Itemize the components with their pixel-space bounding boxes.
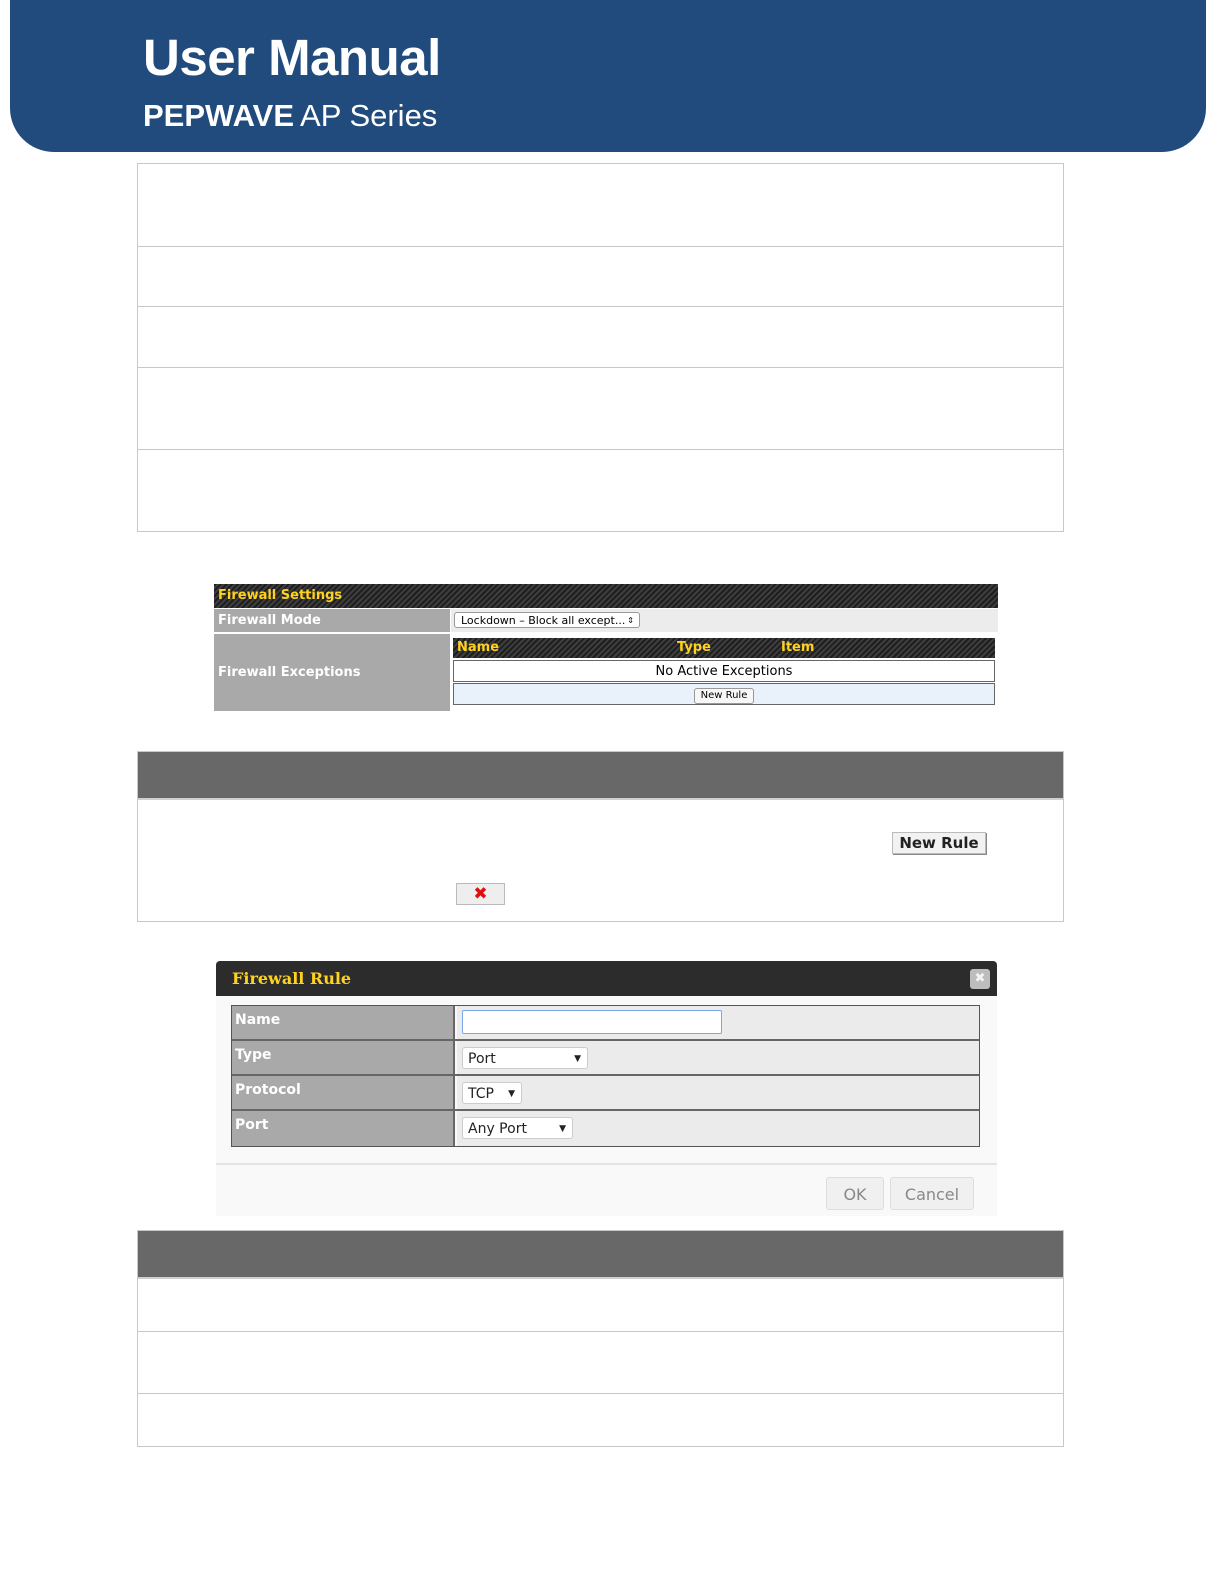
ok-button[interactable]: OK [826, 1177, 884, 1210]
manual-title: User Manual [143, 29, 441, 86]
protocol-select-value: TCP [468, 1086, 494, 1102]
name-label: Name [232, 1006, 455, 1039]
reference-table-bottom [137, 1230, 1064, 1447]
form-row-name [232, 1006, 979, 1041]
column-header-item: Item [781, 640, 815, 655]
table-row [138, 164, 1063, 247]
reference-table-middle [137, 751, 1064, 922]
table-row [138, 1279, 1063, 1332]
exceptions-table-header [453, 638, 995, 658]
firewall-exceptions-cell [451, 634, 998, 711]
column-header-type: Type [677, 640, 711, 655]
new-rule-button[interactable]: New Rule [892, 832, 986, 854]
port-label: Port [232, 1111, 455, 1146]
series-name: AP Series [300, 98, 438, 133]
table-header-bar [138, 1231, 1063, 1279]
table-row [138, 307, 1063, 368]
firewall-mode-label: Firewall Mode [214, 609, 450, 632]
brand-name: PEPWAVE [143, 98, 295, 133]
firewall-exceptions-label: Firewall Exceptions [214, 634, 450, 711]
firewall-mode-value: Lockdown – Block all except... [461, 614, 626, 627]
protocol-select[interactable] [462, 1082, 522, 1104]
table-row [138, 1394, 1063, 1446]
port-cell [457, 1111, 979, 1146]
new-rule-button-small[interactable]: New Rule [694, 688, 755, 704]
form-row-type [232, 1041, 979, 1076]
new-rule-row [453, 683, 995, 705]
firewall-settings-title: Firewall Settings [214, 584, 998, 608]
empty-exceptions-row: No Active Exceptions [453, 660, 995, 682]
column-header-name: Name [457, 640, 500, 655]
firewall-rule-dialog [216, 961, 997, 1216]
type-select[interactable] [462, 1047, 588, 1069]
port-select-value: Any Port [468, 1121, 527, 1137]
chevron-down-icon: ▼ [508, 1089, 515, 1099]
reference-table-top [137, 163, 1064, 532]
name-cell [457, 1006, 979, 1039]
red-x-icon: ✖ [473, 884, 488, 904]
firewall-mode-select[interactable] [454, 612, 640, 628]
port-select[interactable] [462, 1117, 573, 1139]
table-row [138, 247, 1063, 307]
close-icon[interactable]: ✖ [970, 969, 990, 989]
protocol-label: Protocol [232, 1076, 455, 1109]
dialog-title: Firewall Rule [232, 969, 352, 988]
manual-subtitle [143, 98, 437, 134]
select-arrows-icon: ⇕ [627, 616, 634, 625]
dialog-separator [216, 1163, 997, 1165]
firewall-settings-panel [214, 584, 998, 711]
manual-header-banner [10, 0, 1206, 152]
table-row [138, 450, 1063, 531]
table-row [138, 1332, 1063, 1394]
table-row [138, 368, 1063, 450]
firewall-rule-dialog-header [216, 961, 997, 996]
type-select-value: Port [468, 1051, 496, 1067]
type-label: Type [232, 1041, 455, 1074]
protocol-cell [457, 1076, 979, 1109]
delete-rule-button[interactable] [456, 883, 505, 905]
form-row-protocol [232, 1076, 979, 1111]
type-cell [457, 1041, 979, 1074]
cancel-button[interactable]: Cancel [890, 1177, 974, 1210]
table-header-bar [138, 752, 1063, 800]
form-row-port [232, 1111, 979, 1146]
firewall-mode-cell [451, 609, 998, 632]
firewall-rule-form [231, 1005, 980, 1147]
name-input[interactable] [462, 1010, 722, 1034]
chevron-down-icon: ▼ [574, 1054, 581, 1064]
chevron-down-icon: ▼ [559, 1124, 566, 1134]
